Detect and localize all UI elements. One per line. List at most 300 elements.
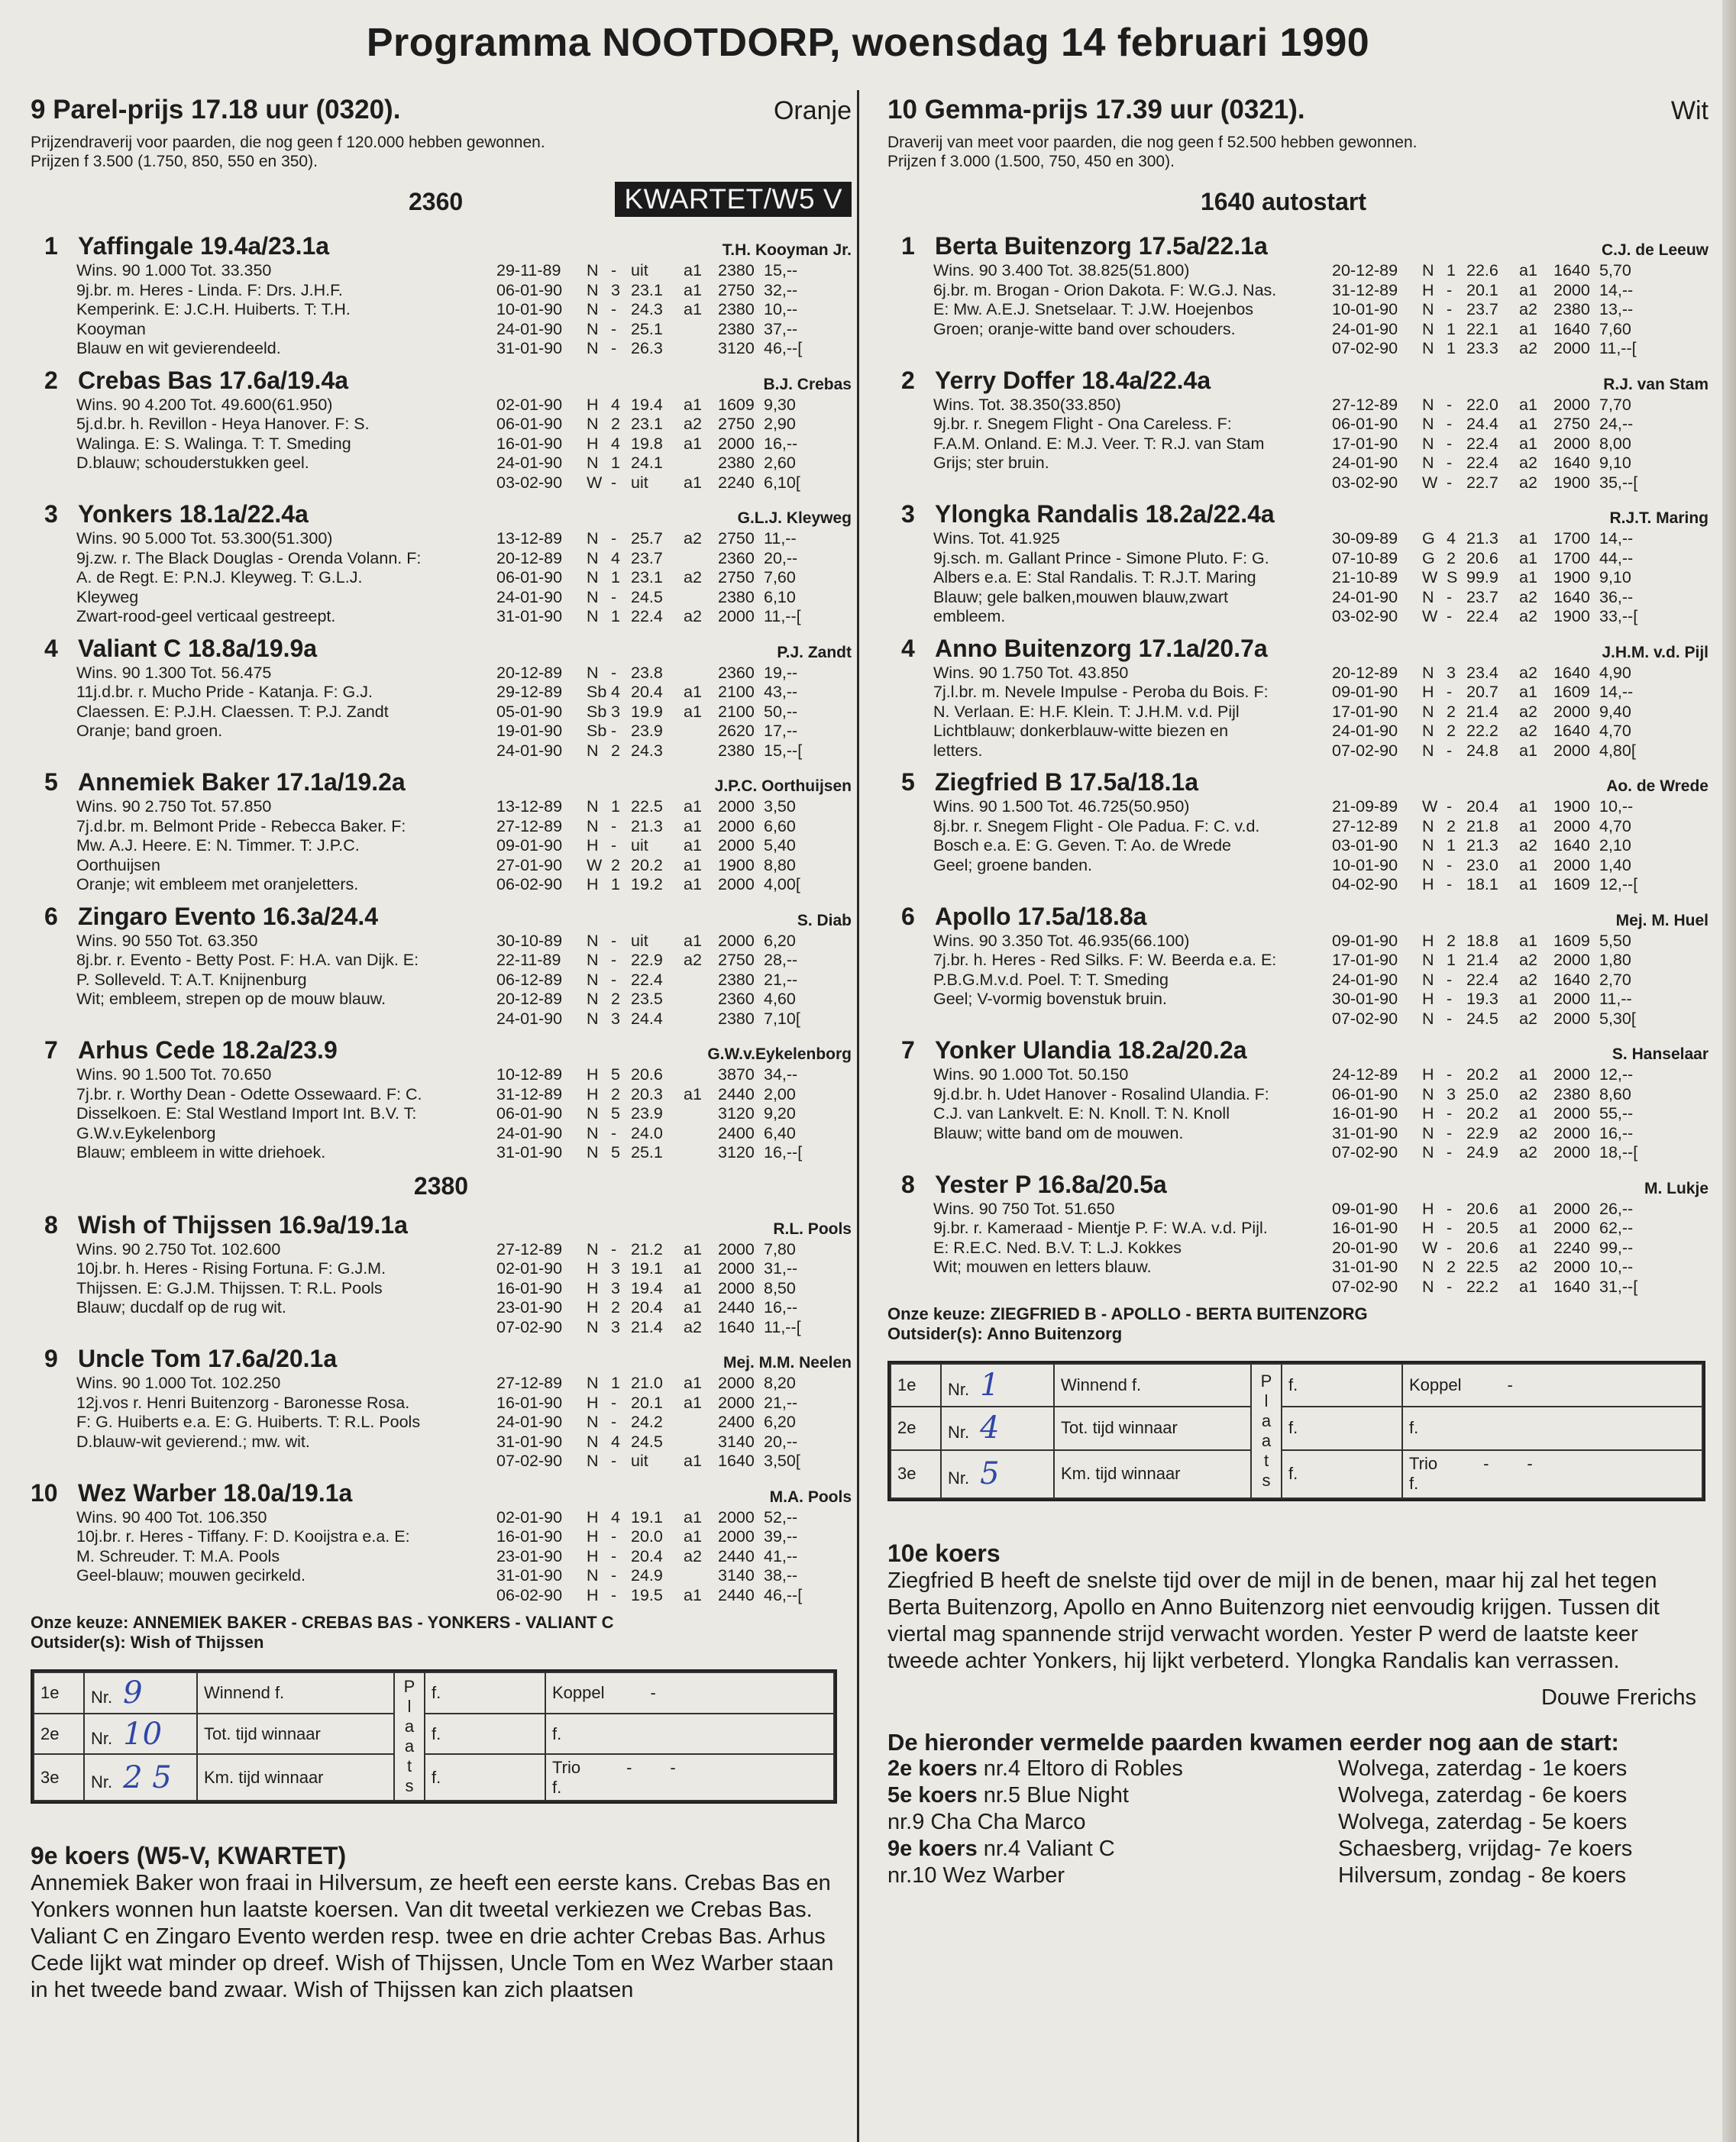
result-cell: -	[611, 1413, 617, 1431]
result-cell: 1	[1447, 836, 1456, 855]
result-cell: 20.6	[1466, 548, 1498, 567]
result-cell: 6,20	[764, 1413, 796, 1431]
plaats-label: P l a a t s	[1251, 1364, 1282, 1498]
horse-info	[76, 1240, 535, 1318]
result-cell: 1900	[718, 855, 755, 874]
result-cell: 1700	[1553, 529, 1590, 548]
result-cell: 5,30[	[1599, 1009, 1636, 1028]
result-cell: 24-01-90	[496, 1009, 563, 1028]
result-cell: 2380	[1553, 300, 1590, 318]
result-cell: 27-12-89	[496, 1239, 563, 1258]
horse-info-line: Blauw en wit gevierendeeld.	[76, 339, 281, 357]
horse-info	[76, 529, 535, 627]
horse-entry	[887, 231, 1709, 359]
horse-header	[31, 1478, 852, 1508]
result-cell: 31-01-90	[496, 1143, 563, 1161]
result-cell: -	[611, 836, 617, 855]
pool-cell	[1402, 1364, 1702, 1407]
horse-info-line: Wins. 90 400 Tot. 106.350	[76, 1507, 267, 1527]
result-cell: 26.3	[631, 339, 663, 357]
horse-driver: R.L. Pools	[773, 1220, 852, 1238]
result-cell: 2000	[1553, 816, 1590, 835]
result-cell: N	[587, 280, 599, 299]
result-cell: -	[1447, 741, 1453, 760]
result-cell: 4,70	[1599, 722, 1631, 740]
result-cell: 31,--	[764, 1259, 798, 1278]
horse-name: Ylongka Randalis 18.2a/22.4a	[935, 500, 1275, 528]
result-row	[1332, 588, 1709, 608]
plaats-label: P l a a t s	[394, 1672, 425, 1801]
horse-info-line: Albers e.a. E: Stal Randalis. T: R.J.T. Maring	[933, 568, 1256, 586]
result-cell: uit	[631, 931, 648, 950]
result-cell: 2	[1447, 931, 1456, 950]
horse-driver: M.A. Pools	[769, 1488, 852, 1506]
horse-number: 3	[44, 500, 58, 528]
result-cell: 3120	[718, 339, 755, 357]
horse-info-line: Blauw; embleem in witte driehoek.	[76, 1143, 326, 1161]
result-cell: 27-12-89	[1332, 816, 1398, 835]
result-cell: 21.4	[631, 1317, 663, 1336]
result-cell: a2	[1519, 339, 1537, 357]
result-cell: a2	[1519, 951, 1537, 969]
result-cell: N	[587, 1104, 599, 1123]
result-cell: 07-02-90	[1332, 339, 1398, 357]
result-cell: 36,--	[1599, 587, 1634, 606]
horse-name: Yester P 16.8a/20.5a	[935, 1170, 1167, 1198]
horse-name: Yonkers 18.1a/22.4a	[78, 500, 309, 528]
result-cell: a2	[1519, 607, 1537, 625]
result-cell: 10-01-90	[1332, 855, 1398, 874]
result-cell: 22.4	[1466, 607, 1498, 625]
column-divider	[857, 90, 859, 2142]
result-cell: 23.7	[1466, 300, 1498, 318]
result-row	[1332, 817, 1709, 837]
result-cell: 09-01-90	[1332, 1199, 1398, 1218]
result-cell: 06-01-90	[496, 415, 563, 433]
result-cell: a2	[1519, 836, 1537, 855]
result-cell: 25.0	[1466, 1084, 1498, 1103]
result-cell: 07-10-89	[1332, 548, 1398, 567]
result-cell: a2	[1519, 1084, 1537, 1103]
result-cell: 07-02-90	[1332, 1143, 1398, 1161]
result-cell: 02-01-90	[496, 1507, 563, 1527]
result-cell: W	[587, 855, 603, 874]
result-row	[496, 1259, 852, 1279]
result-cell: N	[587, 951, 599, 969]
result-cell: -	[1447, 970, 1453, 989]
result-cell: 4	[611, 683, 620, 701]
result-row	[1332, 1065, 1709, 1085]
result-cell: 2	[611, 1084, 620, 1103]
result-cell: a1	[684, 261, 702, 279]
result-cell: N	[1422, 261, 1434, 279]
result-row	[496, 568, 852, 588]
results-grid	[887, 1361, 1705, 1501]
result-row	[1332, 722, 1709, 741]
result-cell: H	[587, 875, 599, 893]
result-cell: 2000	[1553, 1199, 1590, 1218]
result-cell: 23.9	[631, 722, 663, 740]
result-cell: 07-02-90	[1332, 1009, 1398, 1028]
result-cell: 24.2	[631, 1413, 663, 1431]
result-row	[496, 300, 852, 320]
result-cell: -	[1447, 1238, 1453, 1257]
result-cell: a2	[684, 607, 702, 625]
grid-row	[34, 1754, 834, 1801]
result-cell: -	[1447, 1104, 1453, 1123]
grid-table	[33, 1672, 835, 1801]
plaats-amount: f.	[425, 1754, 545, 1801]
earlier-starts-title: De hieronder vermelde paarden kwamen eerder nog aan de start:	[887, 1729, 1619, 1756]
result-cell: 18,--[	[1599, 1143, 1638, 1161]
horse-info-line: P. Solleveld. T: A.T. Knijnenburg	[76, 970, 307, 989]
results-grid	[31, 1669, 837, 1804]
result-row	[1332, 549, 1709, 569]
result-row	[1332, 836, 1709, 856]
result-row	[496, 971, 852, 990]
horse-info	[933, 932, 1361, 1010]
horse-info-line: D.blauw-wit gevierend.; mw. wit.	[76, 1432, 310, 1451]
result-row	[1332, 1010, 1709, 1029]
horse-body	[31, 932, 852, 1029]
result-cell: a2	[1519, 454, 1537, 472]
result-cell: 2620	[718, 722, 755, 740]
result-cell: 21.3	[1466, 836, 1498, 855]
result-cell: -	[611, 816, 617, 835]
result-cell: a1	[1519, 568, 1537, 586]
result-row	[496, 435, 852, 454]
result-cell: 21.0	[631, 1374, 663, 1392]
horse-info-line: Oranje; band groen.	[76, 722, 223, 740]
result-cell: -	[611, 1123, 617, 1142]
result-cell: a1	[1519, 931, 1537, 950]
result-cell: 22.4	[1466, 434, 1498, 453]
result-cell: 22.4	[631, 970, 663, 989]
result-row	[1332, 1104, 1709, 1124]
result-cell: Sb	[587, 702, 607, 721]
result-cell: 10-01-90	[1332, 300, 1398, 318]
result-row	[496, 261, 852, 281]
result-cell: 16,--[	[764, 1143, 803, 1161]
result-label: Km. tijd winnaar	[1054, 1450, 1251, 1498]
result-label: Winnend f.	[197, 1672, 394, 1714]
result-cell: 30-01-90	[1332, 990, 1398, 1008]
result-cell: 62,--	[1599, 1219, 1634, 1237]
horse-info-line: 10j.br. h. Heres - Rising Fortuna. F: G.J.M.	[76, 1259, 386, 1278]
result-cell: a1	[1519, 741, 1537, 760]
result-cell: H	[587, 1546, 599, 1565]
horse-info-line: Wins. 90 2.750 Tot. 57.850	[76, 797, 272, 816]
result-cell: 4	[1447, 529, 1456, 548]
result-cell: 07-02-90	[1332, 1277, 1398, 1296]
result-cell: 30-09-89	[1332, 529, 1398, 548]
result-cell: 3140	[718, 1566, 755, 1585]
result-cell: 24.9	[1466, 1143, 1498, 1161]
result-cell: 3	[1447, 663, 1456, 682]
handwritten-number: 4	[980, 1410, 1000, 1446]
result-cell: 2000	[1553, 951, 1590, 969]
plaats-amount: f.	[1282, 1364, 1402, 1407]
result-row	[496, 817, 852, 837]
result-cell: 31-12-89	[496, 1084, 563, 1103]
horse-info-line: Wins. 90 1.000 Tot. 102.250	[76, 1374, 281, 1392]
result-cell: -	[611, 1585, 617, 1604]
result-row	[1332, 1124, 1709, 1144]
result-cell: 20,--	[764, 548, 798, 567]
result-cell: 31,--[	[1599, 1277, 1638, 1296]
result-cell: 16-01-90	[1332, 1104, 1398, 1123]
result-cell: 9,40	[1599, 702, 1631, 721]
result-cell: 2000	[1553, 1065, 1590, 1084]
result-cell: 19.4	[631, 395, 663, 414]
horse-info-line: 5j.d.br. h. Revillon - Heya Hanover. F: S.	[76, 415, 370, 433]
plaats-amount: f.	[1282, 1407, 1402, 1449]
result-cell: -	[611, 970, 617, 989]
pool-cell	[1402, 1407, 1702, 1449]
result-cell: 3140	[718, 1432, 755, 1451]
horse-info-line: 6j.br. m. Brogan - Orion Dakota. F: W.G.J. Nas.	[933, 280, 1277, 299]
race-prizes: Prijzen f 3.500 (1.750, 850, 550 en 350).	[31, 153, 318, 170]
number-cell	[941, 1407, 1054, 1449]
result-cell: 2000	[718, 1374, 755, 1392]
plaats-amount: f.	[425, 1714, 545, 1755]
outsider-line: Outsider(s): Wish of Thijssen	[31, 1633, 264, 1652]
result-cell: 2440	[718, 1546, 755, 1565]
result-cell: a1	[1519, 797, 1537, 816]
result-row	[1332, 607, 1709, 627]
race-color: Wit	[1670, 96, 1709, 125]
horse-info-line: A. de Regt. E: P.N.J. Kleyweg. T: G.L.J.	[76, 568, 363, 586]
result-cell: 15,--[	[764, 741, 803, 760]
result-cell: a1	[684, 836, 702, 855]
result-cell: 14,--	[1599, 529, 1634, 548]
result-cell: N	[587, 816, 599, 835]
koppel-dash: -	[1507, 1375, 1513, 1395]
horse-info-line: Geel; V-vormig bovenstuk bruin.	[933, 990, 1167, 1008]
result-cell: a1	[1519, 1277, 1537, 1296]
result-cell: 29-12-89	[496, 683, 563, 701]
result-cell: 22.5	[1466, 1258, 1498, 1276]
horse-info-line: M. Schreuder. T: M.A. Pools	[76, 1546, 280, 1565]
result-cell: -	[611, 319, 617, 338]
horse-body	[31, 1508, 852, 1606]
result-cell: 24-01-90	[1332, 722, 1398, 740]
result-cell: 1	[1447, 261, 1456, 279]
result-cell: 4	[611, 548, 620, 567]
horse-number: 4	[44, 634, 58, 662]
result-cell: 2750	[718, 415, 755, 433]
result-cell: 2000	[718, 1507, 755, 1527]
horse-info-line: Wins. 90 550 Tot. 63.350	[76, 931, 258, 950]
result-cell: 3120	[718, 1143, 755, 1161]
result-cell: 2	[1447, 548, 1456, 567]
earlier-horse: nr.4 Eltoro di Robles	[977, 1756, 1183, 1781]
distance-row	[31, 177, 852, 225]
result-cell: H	[1422, 1199, 1434, 1218]
horse-info-line: Oorthuijsen	[76, 855, 160, 874]
result-cell: 31-01-90	[496, 1432, 563, 1451]
result-cell: N	[1422, 1084, 1434, 1103]
horse-header	[887, 1035, 1709, 1065]
horse-info-line: F.A.M. Onland. E: M.J. Veer. T: R.J. van Stam	[933, 434, 1265, 453]
result-row	[496, 1413, 852, 1433]
result-cell: 2400	[718, 1123, 755, 1142]
result-cell: N	[587, 1566, 599, 1585]
result-cell: 2000	[718, 434, 755, 453]
result-cell: N	[587, 663, 599, 682]
result-cell: 05-01-90	[496, 702, 563, 721]
result-cell: 20.7	[1466, 683, 1498, 701]
result-cell: 1640	[718, 1452, 755, 1470]
grid-row	[34, 1672, 834, 1714]
result-cell: 44,--	[1599, 548, 1634, 567]
result-row	[1332, 300, 1709, 320]
horse-header	[887, 365, 1709, 396]
plaats-amount: f.	[1282, 1450, 1402, 1498]
result-cell: 02-01-90	[496, 395, 563, 414]
result-cell: a1	[684, 683, 702, 701]
result-cell: 6,60	[764, 816, 796, 835]
result-cell: 8,50	[764, 1278, 796, 1297]
horse-info	[76, 1508, 535, 1586]
result-cell: 4,80[	[1599, 741, 1636, 760]
horse-driver: S. Hanselaar	[1612, 1045, 1709, 1063]
result-row	[496, 1433, 852, 1452]
result-cell: 21-10-89	[1332, 568, 1398, 586]
horse-info-line: 11j.d.br. r. Mucho Pride - Katanja. F: G.J.	[76, 683, 373, 701]
result-cell: N	[1422, 1277, 1434, 1296]
result-cell: 06-01-90	[496, 1104, 563, 1123]
result-row	[496, 454, 852, 473]
result-cell: 1640	[1553, 970, 1590, 989]
horse-body	[31, 1065, 852, 1163]
result-cell: 5	[611, 1065, 620, 1084]
result-cell: 16-01-90	[496, 1393, 563, 1412]
horse-number: 8	[901, 1170, 915, 1198]
result-cell: 2000	[1553, 702, 1590, 721]
result-cell: 19.5	[631, 1585, 663, 1604]
horse-info-line: F: G. Huiberts e.a. E: G. Huiberts. T: R.L. Pools	[76, 1413, 421, 1431]
result-cell: 22.4	[631, 607, 663, 625]
horse-results	[496, 664, 852, 761]
horse-driver: S. Diab	[797, 911, 852, 929]
result-cell: 55,--	[1599, 1104, 1634, 1123]
race-conditions: Prijzendraverij voor paarden, die nog geen f 120.000 hebben gewonnen.	[31, 134, 545, 151]
horse-info-line: Disselkoen. E: Stal Westland Import Int. B.V. T:	[76, 1104, 417, 1123]
horse-info-line: Geel; groene banden.	[933, 855, 1092, 874]
result-cell: a1	[1519, 1219, 1537, 1237]
result-cell: 31-01-90	[1332, 1258, 1398, 1276]
result-cell: a1	[684, 1084, 702, 1103]
earlier-start-row	[887, 1810, 1709, 1837]
result-cell: H	[1422, 1219, 1434, 1237]
result-cell: 4	[611, 1507, 620, 1527]
result-cell: H	[587, 1585, 599, 1604]
result-cell: 23-01-90	[496, 1546, 563, 1565]
horse-header	[887, 1169, 1709, 1200]
result-cell: H	[587, 1527, 599, 1546]
result-cell: 3	[611, 1317, 620, 1336]
result-cell: 37,--	[764, 319, 798, 338]
analysis-title: 9e koers (W5-V, KWARTET)	[31, 1842, 347, 1869]
result-cell: N	[1422, 722, 1434, 740]
result-cell: W	[1422, 568, 1438, 586]
place-label: 2e	[891, 1407, 941, 1449]
result-cell: 2380	[718, 319, 755, 338]
result-cell: 02-01-90	[496, 1259, 563, 1278]
result-cell: 21-09-89	[1332, 797, 1398, 816]
result-cell: 1900	[1553, 473, 1590, 492]
result-cell: G	[1422, 529, 1435, 548]
result-cell: -	[1447, 875, 1453, 893]
horse-name: Annemiek Baker 17.1a/19.2a	[78, 768, 406, 796]
result-cell: 27-12-89	[1332, 395, 1398, 414]
horse-entry	[31, 1343, 852, 1472]
result-cell: 35,--[	[1599, 473, 1638, 492]
earlier-horse: nr.10 Wez Warber	[887, 1863, 1065, 1888]
result-cell: a1	[1519, 816, 1537, 835]
result-cell: 20-12-89	[496, 990, 563, 1008]
result-row	[496, 396, 852, 415]
distance-label-2: 2380	[413, 1171, 469, 1200]
horse-list	[887, 231, 1709, 1297]
horse-driver: B.J. Crebas	[763, 375, 852, 393]
horse-number: 4	[901, 634, 915, 662]
horse-results	[1332, 797, 1709, 895]
result-cell: 1609	[718, 395, 755, 414]
result-cell: 11,--[	[764, 1317, 801, 1336]
result-cell: a1	[684, 1374, 702, 1392]
result-cell: 07-02-90	[1332, 741, 1398, 760]
result-cell: W	[1422, 797, 1438, 816]
result-cell: 2360	[718, 990, 755, 1008]
result-cell: 5,50	[1599, 931, 1631, 950]
result-cell: 30-10-89	[496, 931, 563, 950]
result-cell: 2440	[718, 1084, 755, 1103]
result-cell: 2000	[718, 1527, 755, 1546]
result-row	[1332, 1258, 1709, 1278]
number-cell	[84, 1672, 197, 1714]
result-cell: -	[611, 339, 617, 357]
result-cell: 24.5	[1466, 1009, 1498, 1028]
result-cell: 1900	[1553, 797, 1590, 816]
trio-text: Trio	[1409, 1454, 1438, 1474]
result-cell: 03-02-90	[1332, 473, 1398, 492]
result-cell: 24-01-90	[496, 454, 563, 472]
result-cell: 24-12-89	[1332, 1065, 1398, 1084]
result-cell: N	[1422, 816, 1434, 835]
result-cell: -	[611, 931, 617, 950]
result-cell: 38,--	[764, 1566, 798, 1585]
result-cell: 06-02-90	[496, 875, 563, 893]
result-cell: 34,--	[764, 1065, 798, 1084]
result-cell: N	[587, 970, 599, 989]
result-cell: 4	[611, 434, 620, 453]
horse-number: 6	[44, 902, 58, 930]
result-cell: 23.8	[631, 663, 663, 682]
result-cell: 10-12-89	[496, 1065, 563, 1084]
result-cell: a1	[1519, 875, 1537, 893]
horse-results	[1332, 932, 1709, 1029]
horse-info-line: 7j.br. r. Worthy Dean - Odette Ossewaard. F: C.	[76, 1084, 422, 1103]
horse-entry	[31, 633, 852, 761]
result-row	[496, 1394, 852, 1413]
result-cell: 24-01-90	[496, 587, 563, 606]
horse-body	[31, 664, 852, 761]
result-cell: H	[587, 1393, 599, 1412]
horse-info-line: D.blauw; schouderstukken geel.	[76, 454, 309, 472]
result-cell: a1	[684, 1452, 702, 1470]
